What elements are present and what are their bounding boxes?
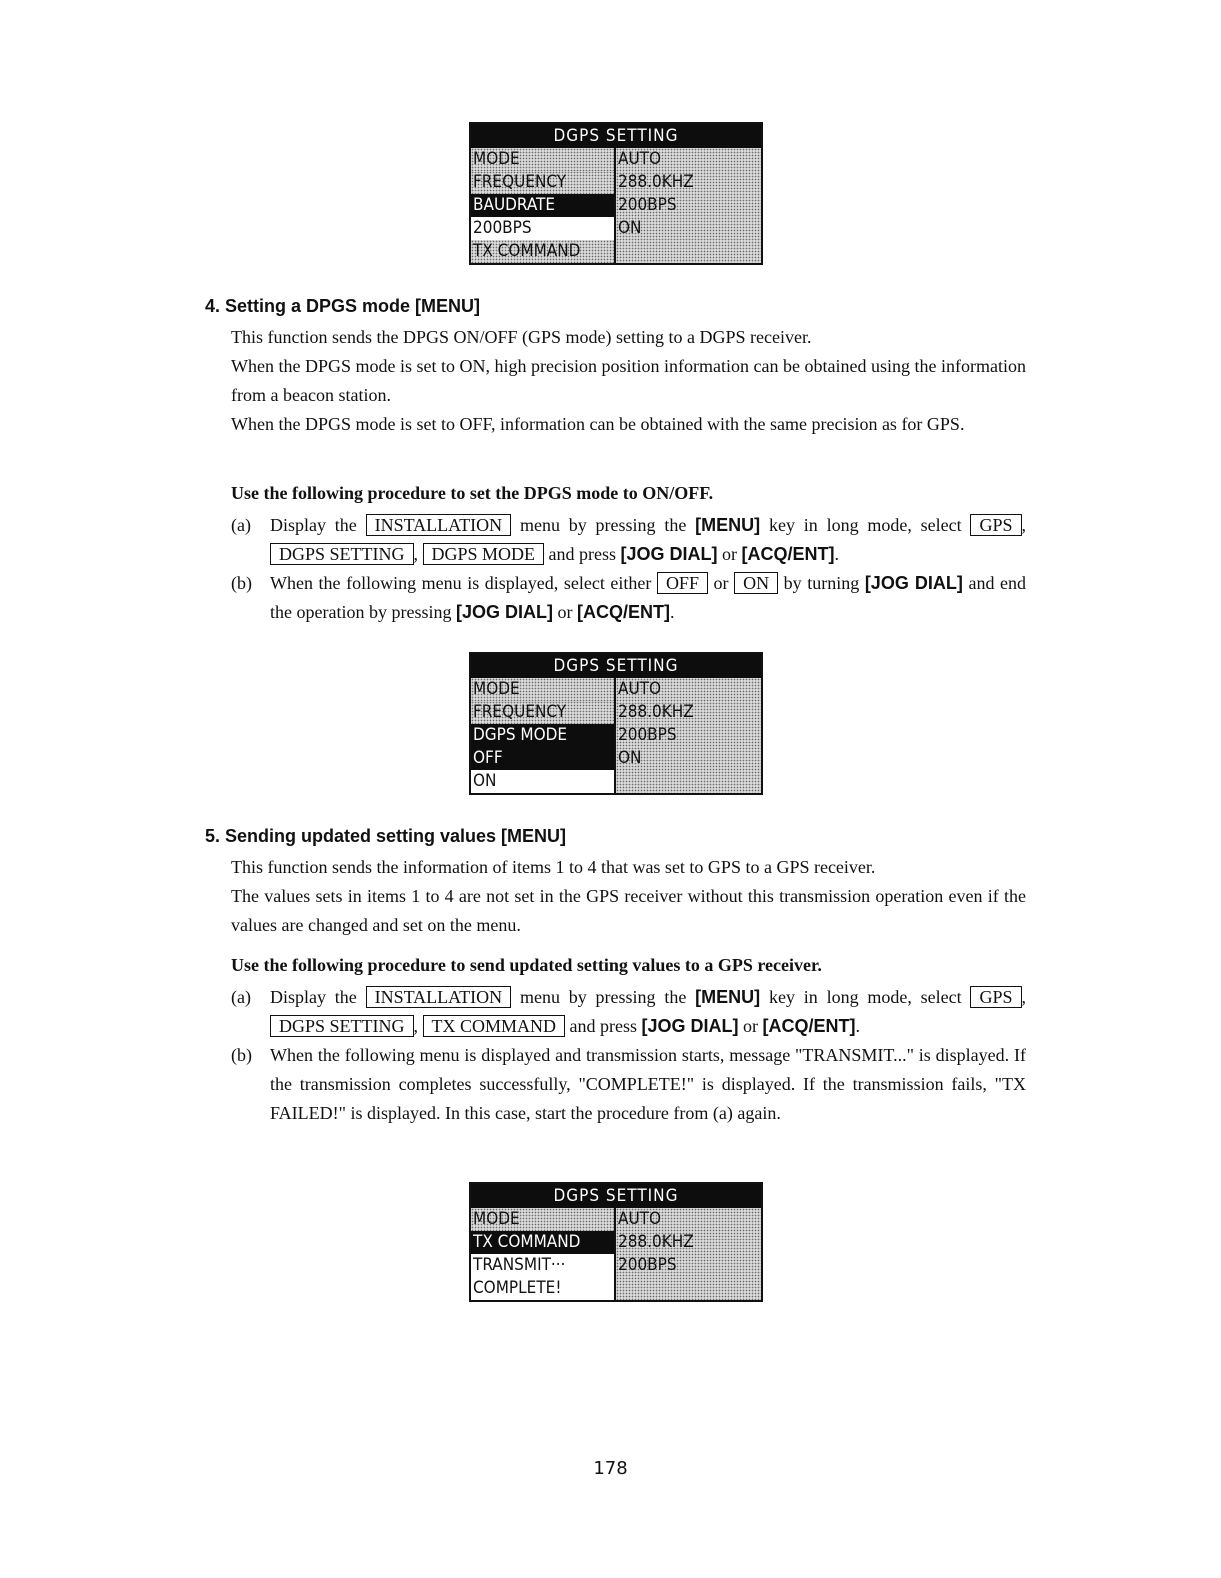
off-option-box: OFF <box>657 572 708 594</box>
value-frequency: 288.0KHZ <box>618 702 694 722</box>
menu-item-dgps-mode: DGPS MODE <box>471 724 614 747</box>
value-baudrate: 200BPS <box>618 195 677 215</box>
menu-key: [MENU] <box>695 987 761 1007</box>
step-label: (a) <box>231 987 251 1007</box>
paragraph: When the DPGS mode is set to OFF, information can be obtained with the same precision as for GPS. <box>231 414 965 434</box>
value-empty <box>616 240 761 263</box>
screen-title: DGPS SETTING <box>471 1184 761 1208</box>
installation-menu-box: INSTALLATION <box>366 986 512 1008</box>
dgps-setting-menu-box: DGPS SETTING <box>270 543 414 565</box>
section-5-steps <box>231 983 1026 1128</box>
menu-item-frequency: FREQUENCY <box>471 171 614 194</box>
step-text: Display the INSTALLATION menu by pressing the [MENU] key in long mode, select GPS , DGPS SETTING , TX COMMAND and press [JOG DIAL] or [ACQ/ENT]. <box>270 987 1026 1036</box>
section-4-description <box>231 323 1026 439</box>
menu-item-mode: MODE <box>471 1208 614 1231</box>
section-5-procedure-heading: Use the following procedure to send updated setting values to a GPS receiver. <box>231 955 822 975</box>
jog-dial-key: [JOG DIAL] <box>455 602 553 622</box>
gps-menu-box: GPS <box>970 514 1021 536</box>
value-mode: AUTO <box>618 679 662 699</box>
value-frequency: 288.0KHZ <box>618 172 694 192</box>
menu-item-baudrate: BAUDRATE <box>471 194 614 217</box>
menu-option-off: OFF <box>471 747 614 770</box>
acq-ent-key: [ACQ/ENT] <box>741 544 835 564</box>
status-complete: COMPLETE! <box>471 1277 614 1300</box>
paragraph: This function sends the DPGS ON/OFF (GPS mode) setting to a DGPS receiver. <box>231 327 812 347</box>
gps-menu-box: GPS <box>970 986 1021 1008</box>
section-4-procedure-heading: Use the following procedure to set the DPGS mode to ON/OFF. <box>231 483 714 503</box>
value-mode: AUTO <box>618 1209 662 1229</box>
menu-option-on: ON <box>471 770 614 793</box>
section-4-steps <box>231 511 1026 627</box>
jog-dial-key: [JOG DIAL] <box>641 1016 739 1036</box>
dgps-setting-screen-baudrate <box>469 122 763 265</box>
step-label: (b) <box>231 1045 252 1065</box>
section-4-heading: 4. Setting a DPGS mode [MENU] <box>205 296 481 316</box>
menu-item-tx-command: TX COMMAND <box>471 240 614 263</box>
on-option-box: ON <box>734 572 778 594</box>
acq-ent-key: [ACQ/ENT] <box>576 602 670 622</box>
dgps-setting-screen-tx-command <box>469 1182 763 1302</box>
menu-key: [MENU] <box>695 515 761 535</box>
dgps-mode-menu-box: DGPS MODE <box>423 543 545 565</box>
menu-item-tx-command: TX COMMAND <box>471 1231 614 1254</box>
step-a <box>231 983 1026 1041</box>
step-label: (a) <box>231 515 251 535</box>
value-empty <box>616 770 761 793</box>
acq-ent-key: [ACQ/ENT] <box>762 1016 856 1036</box>
section-5-heading: 5. Sending updated setting values [MENU] <box>205 826 567 846</box>
step-text: When the following menu is displayed, select either OFF or ON by turning [JOG DIAL] and end the operation by pressing [JOG DIAL] or [ACQ/ENT]. <box>270 573 1027 622</box>
step-b <box>231 569 1026 627</box>
section-5-description <box>231 853 1026 940</box>
step-text: When the following menu is displayed and transmission starts, message "TRANSMIT..." is displayed. If the transmission completes successfully, "COMPLETE!" is displayed. If the transmission fails, "TX FAILED!" is displayed. In this case, start the procedure from (a) again. <box>270 1045 1026 1123</box>
dgps-setting-screen-dgps-mode <box>469 652 763 795</box>
menu-item-mode: MODE <box>471 678 614 701</box>
step-a <box>231 511 1026 569</box>
value-dgps-mode: ON <box>618 218 642 238</box>
paragraph: When the DPGS mode is set to ON, high precision position information can be obtained using the information from a beacon station. <box>231 356 1026 405</box>
value-baudrate: 200BPS <box>618 725 677 745</box>
menu-item-frequency: FREQUENCY <box>471 701 614 724</box>
value-mode: AUTO <box>618 149 662 169</box>
installation-menu-box: INSTALLATION <box>366 514 512 536</box>
screen-title: DGPS SETTING <box>471 124 761 148</box>
tx-command-menu-box: TX COMMAND <box>423 1015 566 1037</box>
value-frequency: 288.0KHZ <box>618 1232 694 1252</box>
page-number: 178 <box>593 1458 628 1479</box>
value-dgps-mode: ON <box>618 748 642 768</box>
paragraph: The values sets in items 1 to 4 are not set in the GPS receiver without this transmission operation even if the values are changed and set on the menu. <box>231 886 1026 935</box>
dgps-setting-menu-box: DGPS SETTING <box>270 1015 414 1037</box>
screen-title: DGPS SETTING <box>471 654 761 678</box>
value-baudrate: 200BPS <box>618 1255 677 1275</box>
paragraph: This function sends the information of items 1 to 4 that was set to GPS to a GPS receiver. <box>231 857 876 877</box>
value-empty <box>616 1277 761 1300</box>
menu-item-mode: MODE <box>471 148 614 171</box>
step-text: Display the INSTALLATION menu by pressing the [MENU] key in long mode, select GPS , DGPS SETTING , DGPS MODE and press [JOG DIAL] or [ACQ/ENT]. <box>270 515 1026 564</box>
jog-dial-key: [JOG DIAL] <box>620 544 718 564</box>
step-b <box>231 1041 1026 1128</box>
jog-dial-key: [JOG DIAL] <box>864 573 963 593</box>
menu-option-200bps: 200BPS <box>471 217 614 240</box>
step-label: (b) <box>231 573 252 593</box>
status-transmit: TRANSMIT··· <box>471 1254 614 1277</box>
